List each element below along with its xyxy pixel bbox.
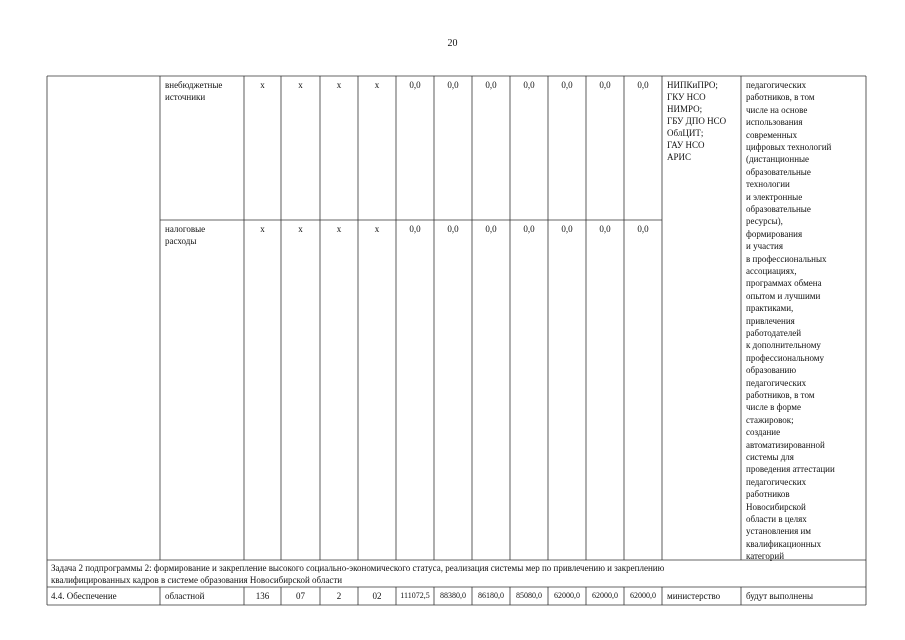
result-line: педагогических — [746, 476, 807, 487]
upper-column-lines — [160, 76, 741, 560]
executor-line-5: ОблЦИТ; — [667, 128, 704, 138]
row2-value-4: 0,0 — [523, 224, 535, 234]
row1-code-4: x — [374, 80, 380, 90]
row2-code-2: x — [298, 224, 303, 234]
row2-value-2: 0,0 — [447, 224, 459, 234]
result-line: образовательные — [746, 204, 811, 214]
result-line: технологии — [746, 179, 790, 190]
result-line: к дополнительному — [746, 340, 821, 351]
result-line: образовательные — [746, 166, 811, 177]
result-line: создание — [746, 427, 781, 438]
result-line: работников, в том — [746, 390, 815, 400]
result-line: работников, в том — [746, 92, 815, 103]
result-line: использования — [746, 117, 803, 128]
row1-source-line2: источники — [165, 92, 206, 102]
result-line: автоматизированной — [746, 439, 825, 450]
result-line: квалификационных — [746, 538, 822, 549]
row4-code-2: 07 — [296, 591, 305, 601]
row1-code-1: x — [260, 80, 265, 90]
result-line: числе в форме — [746, 402, 801, 413]
row1-value-2: 0,0 — [447, 80, 459, 90]
result-line: работников — [746, 489, 790, 500]
task-text-line2: квалифицированных кадров в системе образования Новосибирской области — [51, 575, 343, 585]
row1-value-5: 0,0 — [561, 80, 573, 90]
result-line: цифровых технологий — [746, 142, 832, 152]
row2-value-6: 0,0 — [599, 224, 611, 234]
result-line: в профессиональных — [746, 253, 827, 264]
row4-code-1: 136 — [255, 591, 270, 601]
result-line: педагогических — [746, 377, 807, 388]
result-line: формирования — [746, 228, 803, 239]
row2-value-7: 0,0 — [637, 224, 649, 234]
row2-code-4: x — [374, 224, 380, 234]
result-line: педагогических — [746, 80, 807, 90]
result-line: установления им — [746, 526, 811, 537]
executor-line-6: ГАУ НСО — [667, 140, 705, 150]
row4-value-3: 86180,0 — [478, 591, 504, 600]
row4-value-7: 62000,0 — [630, 591, 656, 600]
row2-source-line1: налоговые — [165, 224, 206, 234]
result-line: современных — [746, 129, 798, 140]
row1-source-line1: внебюджетные — [165, 80, 223, 90]
result-line: образованию — [746, 365, 797, 376]
result-line: Новосибирской — [746, 501, 806, 512]
row1-code-2: x — [298, 80, 303, 90]
row4-name: 4.4. Обеспечение — [51, 591, 117, 601]
row2-code-1: x — [260, 224, 265, 234]
row1-code-3: x — [336, 80, 342, 90]
executor-line-1: НИПКиПРО; — [667, 80, 718, 90]
result-line: (дистанционные — [746, 154, 810, 165]
row4-value-5: 62000,0 — [554, 591, 580, 600]
result-line: ассоциациях, — [746, 266, 797, 276]
row4-code-3: 2 — [336, 591, 342, 601]
row4-result: будут выполнены — [746, 591, 814, 601]
result-line: числе на основе — [746, 104, 808, 115]
executor-line-4: ГБУ ДПО НСО — [667, 116, 727, 126]
result-line: программах обмена — [746, 278, 822, 289]
executor-line-2: ГКУ НСО — [667, 92, 706, 102]
row1-value-1: 0,0 — [409, 80, 421, 90]
result-line: практиками, — [746, 303, 794, 314]
row2-source-line2: расходы — [165, 236, 197, 246]
result-line: профессиональному — [746, 352, 824, 363]
row4-value-4: 85080,0 — [516, 591, 542, 600]
result-line: и электронные — [746, 191, 803, 202]
row1-value-6: 0,0 — [599, 80, 611, 90]
task-text-line1: Задача 2 подпрограммы 2: формирование и закрепление высокого социально-экономического статуса, реализация системы мер по привлечению и закреплению — [51, 563, 665, 573]
result-line: привлечения — [746, 315, 795, 326]
row4-source: областной — [165, 591, 205, 601]
row2-value-3: 0,0 — [485, 224, 497, 234]
row4-code-4: 02 — [372, 591, 382, 601]
row1-value-4: 0,0 — [523, 80, 535, 90]
result-line: системы для — [746, 452, 794, 462]
row2-code-3: x — [336, 224, 342, 234]
result-line: ресурсы), — [746, 216, 783, 227]
result-line: проведения аттестации — [746, 464, 835, 475]
row4-value-6: 62000,0 — [592, 591, 618, 600]
page-number: 20 — [447, 38, 458, 49]
executor-line-7: АРИС — [667, 152, 692, 162]
result-line: стажировок; — [746, 414, 794, 425]
row2-value-1: 0,0 — [409, 224, 421, 234]
result-line: категорий — [746, 551, 785, 562]
row1-value-7: 0,0 — [637, 80, 649, 90]
result-line: и участия — [746, 241, 783, 252]
row4-value-2: 88380,0 — [440, 591, 466, 600]
result-line: работодателей — [746, 328, 802, 338]
executor-line-3: НИМРО; — [667, 104, 703, 114]
result-line: области в целях — [746, 514, 807, 524]
row2-value-5: 0,0 — [561, 224, 573, 234]
row4-value-1: 111072,5 — [400, 591, 430, 600]
row1-value-3: 0,0 — [485, 80, 497, 90]
row4-executor: министерство — [667, 591, 721, 601]
result-line: опытом и лучшими — [746, 290, 821, 301]
